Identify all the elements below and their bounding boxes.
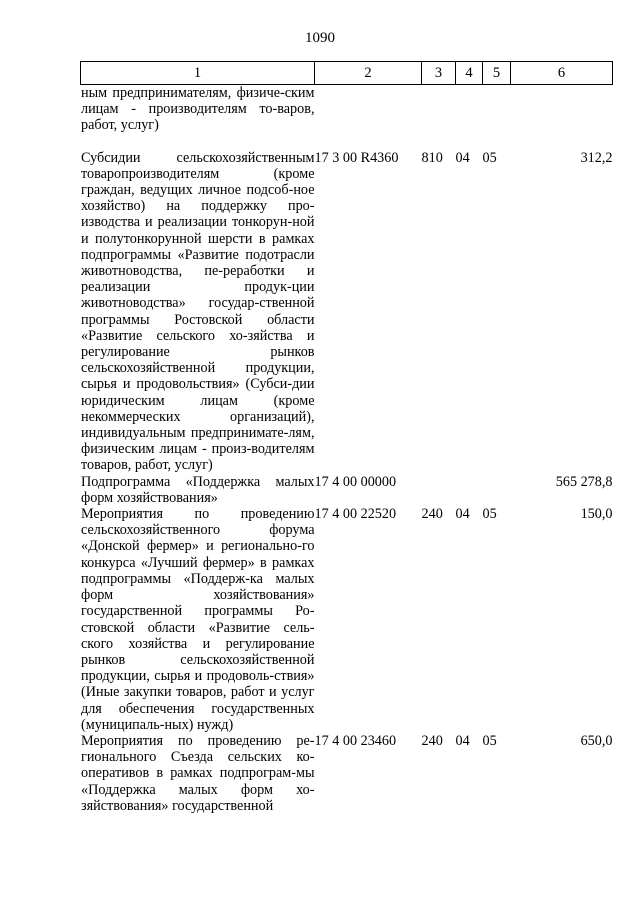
row-amount: 650,0: [580, 732, 613, 749]
row-amount: 312,2: [580, 149, 613, 166]
table-row: [81, 733, 613, 814]
row-section: 04: [455, 506, 470, 523]
row-subsection: [483, 85, 511, 150]
budget-table: [80, 61, 613, 814]
column-header-3: 3: [422, 62, 456, 85]
row-name: ным предпринимателям, физиче-ским лицам - производителям то-варов, работ, услуг): [81, 85, 315, 150]
row-subsection: [483, 474, 511, 506]
column-header-1: 1: [81, 62, 315, 85]
row-section: [456, 85, 483, 150]
row-amount: [511, 85, 613, 150]
row-name: Мероприятия по проведению сельскохозяйственного форума «Донской фермер» и регионально-го конкурса «Лучший фермер» в рамках подпрограммы «Поддерж-ка малых форм хозяйствования» государственной программы Ро-стовской области «Развитие сель-ского хозяйства и регулирование рынков сельскохозяйственной продукции, сырья и продоволь-ствия» (Иные закупки товаров, работ и услуг для обеспечения государственных (муниципаль-ных) нужд): [81, 506, 315, 733]
column-header-2: 2: [315, 62, 422, 85]
table-body: [81, 85, 613, 814]
row-code: 17 4 00 00000: [314, 473, 397, 490]
row-subsection: 05: [482, 732, 497, 749]
row-section: [456, 474, 483, 506]
row-subsection: 05: [482, 149, 497, 166]
row-code: 17 4 00 22520: [314, 506, 397, 523]
row-amount: 565 278,8: [555, 473, 613, 490]
table-row: [81, 506, 613, 733]
column-header-6: 6: [511, 62, 613, 85]
row-name: Мероприятия по проведению ре-гионального Съезда сельских ко-оперативов в рамках подпрограм-мы «Поддержка малых форм хо-зяйствования» государственной: [81, 732, 315, 814]
row-amount: 150,0: [580, 506, 613, 523]
row-expense-type: 240: [421, 506, 443, 523]
table-row: [81, 150, 613, 474]
row-expense-type: 240: [421, 732, 443, 749]
row-subsection: 05: [482, 506, 497, 523]
column-header-5: 5: [483, 62, 511, 85]
row-section: 04: [455, 149, 470, 166]
header-row: [81, 62, 613, 85]
table-row: [81, 85, 613, 150]
row-name: Субсидии сельскохозяйственным товаропроизводителям (кроме граждан, ведущих личное подсоб-ное хозяйство) на поддержку про-изводства и реализации тонкорун-ной и полутонкорунной шерсти в рамках подпрограммы «Развитие подотрасли животноводства, пе-реработки и реализации продук-ции животноводства» государ-ственной программы Ростовской области «Развитие сельского хо-зяйства и регулирование рынков сельскохозяйственной продукции, сырья и продовольствия» (Субси-дии юридическим лицам (кроме некоммерческих организаций), индивидуальным предпринимате-лям, физическим лицам - произ-водителям товаров, работ, услуг): [81, 149, 315, 474]
row-expense-type: [422, 85, 456, 150]
row-name: Подпрограмма «Поддержка малых форм хозяйствования»: [81, 473, 315, 506]
row-section: 04: [455, 732, 470, 749]
row-expense-type: 810: [421, 149, 443, 166]
column-header-4: 4: [456, 62, 483, 85]
table-header: [81, 62, 613, 85]
page-number: 1090: [305, 30, 335, 46]
table-row: [81, 474, 613, 506]
row-code: 17 3 00 R4360: [314, 149, 399, 166]
row-code: 17 4 00 23460: [314, 732, 397, 749]
row-code: [315, 85, 422, 150]
row-expense-type: [422, 474, 456, 506]
